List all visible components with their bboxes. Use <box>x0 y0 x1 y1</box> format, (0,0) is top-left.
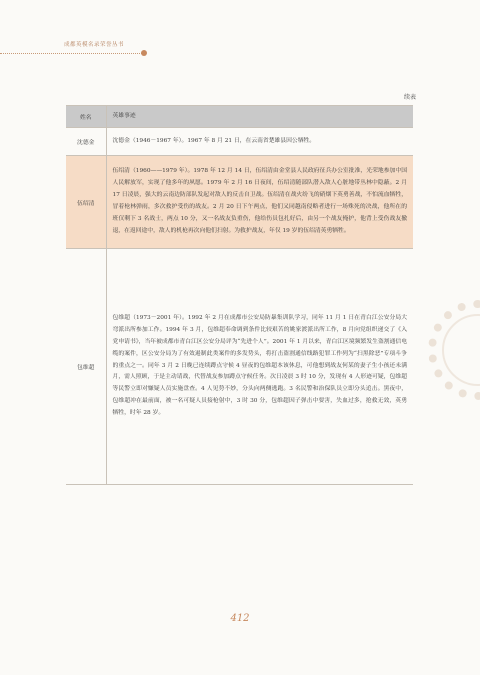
hero-name-cell: 包维超 <box>66 249 106 485</box>
hero-deeds-cell: 沈德金（1946－1967 年）。1967 年 8 月 21 日，在云南省楚雄县因公牺牲。 <box>106 128 413 156</box>
table-header-row <box>66 106 413 128</box>
hero-deeds-table <box>66 105 413 485</box>
header-dotted-rule <box>0 53 142 55</box>
table-row <box>66 156 413 249</box>
table-row <box>66 128 413 156</box>
header-rule-dot <box>141 50 147 56</box>
hero-deeds-cell: 包维超（1973－2001 年）。1992 年 2 月在成都市公安局防暴集训队学习，同年 11 月 1 日在青白江公安分局大弯派出所参加工作。1994 年 3 月，包维超奉命调到条件比较艰苦的姚家渡派出所工作，8 月向党组织递交了《入党申请书》，当年被成都市青白江区公安分局评为“先进个人”。2001 年 1 月以来，青白江区境频繁发生盗割通信电缆的案件，区公安分局为了有效遏制此类案件的多发势头，将打击盗割通信线路犯罪工作列为“扫黑除恶”专项斗争的重点之一。同年 3 月 2 日晚已连续蹲点守候 4 昼夜的包维超本该休息，可他想到战友何某的妻子生小孩还未满月，需人照顾，于是主动请战，代替战友参加蹲点守候任务。次日凌晨 3 时 10 分，发现有 4 人形迹可疑，包维超等民警立即对嫌疑人员实施盘查。4 人见势不妙，分头向两侧逃跑。3 名民警和治保队员立即分头追击。黑夜中，包维超冲在最前面，被一名可疑人员接枪射中，3 时 30 分，包维超因子弹击中要害，失血过多，抢救无效，英勇牺牲，时年 28 岁。 <box>106 249 413 485</box>
column-header-name: 姓名 <box>66 106 106 128</box>
page-number: 412 <box>230 613 250 624</box>
running-head-title: 成都英模名录荣誉丛书 <box>64 42 125 48</box>
hero-deeds-cell: 伍绍清（1960——1979 年）。1978 年 12 月 14 日，伍绍清由金堂县人民政府征兵办公室批准，光荣地参加中国人民解放军，实现了他多年的夙愿。1979 年 2 月 16 日夜间，伍绍清随部队潜入敌人心脏地带丛林中隐蔽。2 月 17 日凌晨，强大的云南边防部队发起对敌人的反击自卫战。伍绍清在战火纷飞的硝烟下英勇善战，不怕流血牺牲，冒着枪林弹雨，多次救护受伤的战友。2 月 20 日下午两点，他们又同越南侵略者进行一场殊死的决战，他所在的班仅剩下 3 名战士，两点 10 分，又一名战友负重伤，他给伤员包扎好后，由另一个战友掩护，他背上受伤战友撤退，在返回途中，敌人的机枪再次向他们扫射。为救护战友，年仅 19 岁的伍绍清英勇牺牲。 <box>106 156 413 249</box>
hero-name-cell: 伍绍清 <box>66 156 106 249</box>
table-row <box>66 249 413 485</box>
continued-label: 续表 <box>404 94 417 101</box>
column-header-deeds: 英雄事迹 <box>106 106 413 128</box>
hero-name-cell: 沈德金 <box>66 128 106 156</box>
